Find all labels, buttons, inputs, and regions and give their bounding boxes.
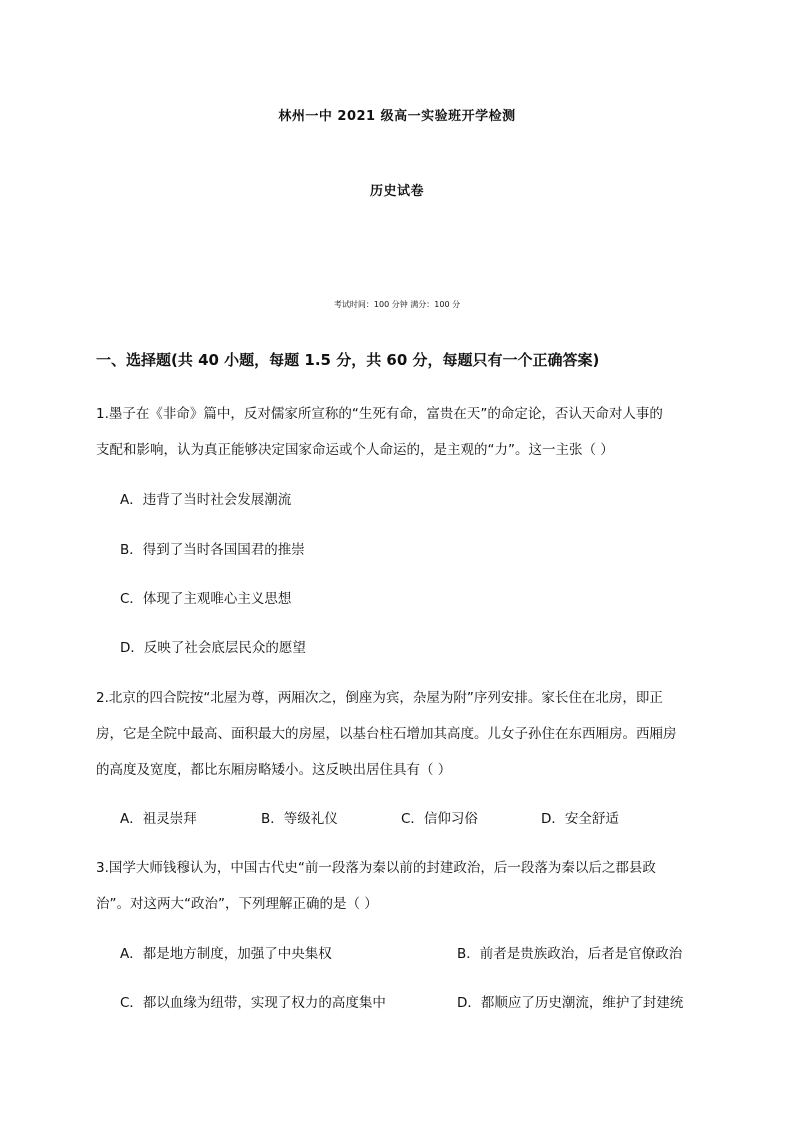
question-3-option-c: C．都以血缘为纽带，实现了权力的高度集中 xyxy=(120,995,386,1011)
question-2-option-c: C．信仰习俗 xyxy=(401,811,478,827)
question-1-line-1: 1.墨子在《非命》篇中，反对儒家所宣称的“生死有命，富贵在天”的命定论，否认天命对人事的 xyxy=(96,406,663,422)
question-2-option-a: A．祖灵崇拜 xyxy=(120,811,197,827)
question-1-option-a: A．违背了当时社会发展潮流 xyxy=(120,492,292,508)
question-2-line-3: 的高度及宽度，都比东厢房略矮小。这反映出居住具有（ ） xyxy=(96,762,452,778)
question-1-option-d: D．反映了社会底层民众的愿望 xyxy=(120,640,306,656)
question-3-line-2: 治”。对这两大“政治”，下列理解正确的是（ ） xyxy=(96,896,378,912)
question-2-option-d: D．安全舒适 xyxy=(541,811,619,827)
question-3-line-1: 3.国学大师钱穆认为，中国古代史“前一段落为秦以前的封建政治，后一段落为秦以后之郡县政 xyxy=(96,860,656,876)
question-1-option-c: C．体现了主观唯心主义思想 xyxy=(120,591,292,607)
question-3-option-b: B．前者是贵族政治，后者是官僚政治 xyxy=(457,946,683,962)
question-2-line-1: 2.北京的四合院按“北屋为尊，两厢次之，倒座为宾，杂屋为附”序列安排。家长住在北房，即正 xyxy=(96,690,663,706)
question-2-line-2: 房，它是全院中最高、面积最大的房屋，以基台柱石增加其高度。儿女子孙住在东西厢房。西厢房 xyxy=(96,726,677,742)
section-heading: 一、选择题(共 40 小题，每题 1.5 分，共 60 分，每题只有一个正确答案) xyxy=(96,351,600,369)
question-2-option-b: B．等级礼仪 xyxy=(261,811,338,827)
question-3-option-a: A．都是地方制度，加强了中央集权 xyxy=(120,946,332,962)
question-1-option-b: B．得到了当时各国国君的推崇 xyxy=(120,542,305,558)
question-1-line-2: 支配和影响，认为真正能够决定国家命运或个人命运的，是主观的“力”。这一主张（ ） xyxy=(96,442,614,458)
question-3-option-d: D．都顺应了历史潮流，维护了封建统 xyxy=(457,995,684,1011)
exam-subtitle: 历史试卷 xyxy=(369,184,424,199)
exam-info: 考试时间：100 分钟 满分：100 分 xyxy=(333,300,461,309)
exam-title: 林州一中 2021 级高一实验班开学检测 xyxy=(278,109,516,124)
